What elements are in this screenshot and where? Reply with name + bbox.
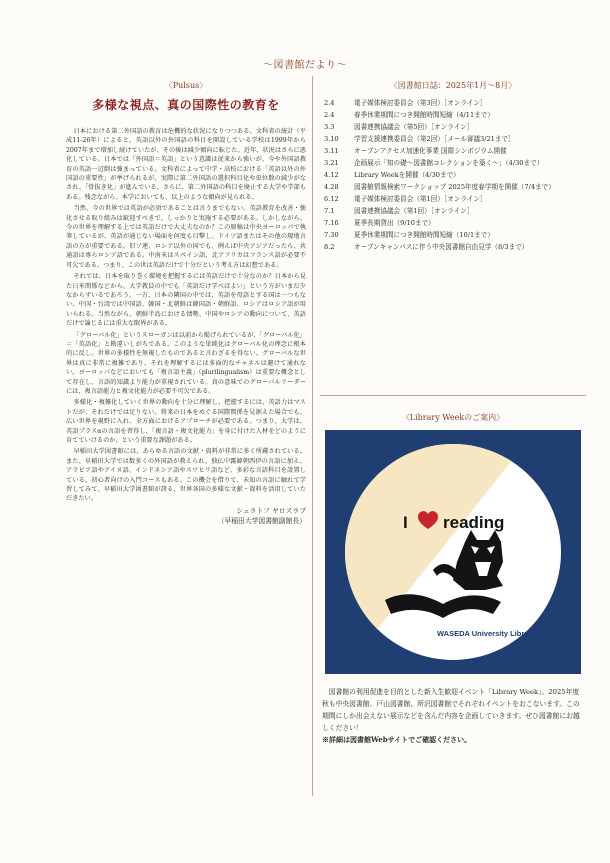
event-date: 6.12	[324, 195, 339, 203]
article-paragraph: 日本における第二外国語の教育は危機的な状況になりつつある。文科省の統計（平成11-26年）によると、英語以外の外国語の科目を開設している学校は1999年から2007年まで増加し続けていたが、その後は減少傾向に転じた。近年、状況はさらに悪化している。日本では「外国語＝英語」という意識は従来から強いが、今や外国語教育の英語一辺倒は強まっている。文科省によって中学・高校における「英語以外の外国語の重要性」が挙げられるが、実際に第二外国語の選択科目化や単位数の減少がなされ、「骨抜き化」が進んでいる。さらに、第二外国語の科目を廃止する大学や学部もある。残念ながら、本学においても、以上のような傾向が見られる。	[66, 128, 306, 201]
event-date: 7.1	[324, 207, 335, 215]
event-text: 図書館情報検索ワークショップ 2025年度春学期を開催（7/4まで）	[354, 183, 555, 191]
library-week-section	[322, 412, 584, 746]
article-paragraph: 多様化・複雑化していく世界の動向を十分に理解し、把握するには、英語力はマストだが、それだけでは足りない。将来の日本をめぐる国際関係を見据えた場合でも、広い世界を視野に入れ、全方面におけるアプローチが必要である。つまり、大学は、英語プラスαの言語を習得し、「複言語・複文化能力」を身に付けた人材をどのように育てていけるのか、という重要な課題がある。	[66, 399, 306, 444]
event-text: 電子媒体検討委員会（第3回）［オンライン］	[354, 99, 487, 107]
poster-org: WASEDA University Library	[437, 629, 536, 638]
event-item	[322, 194, 584, 205]
pulsus-section-label: 〈Pulsus〉	[164, 81, 208, 90]
event-text: 夏季長期貸出（9/10まで）	[354, 219, 435, 227]
event-date: 3.11	[324, 147, 339, 155]
event-date: 2.4	[324, 111, 335, 119]
event-item	[322, 122, 584, 133]
library-week-description: 図書館の利用促進を目的とした新入生歓迎イベント「Library Week」。2025年度秋も中央図書館、戸山図書館、所沢図書館でそれぞれイベントをおこないます。この期間にしか出会えない展示などを含んだ内容を企画していきます。ぜひ図書館にお越しください！	[322, 688, 580, 732]
event-item	[322, 230, 584, 241]
article-headline: 多様な視点、真の国際性の教育を	[92, 98, 280, 112]
event-text: 学習支援連携委員会（第2回）［メール審議3/21まで］	[354, 135, 515, 143]
poster-graphic	[325, 430, 581, 674]
article-paragraph: 当然、今の世界では英語が必須であることは言うまでもない。英語教育を改善・強化させる取り組みは歓迎すべきで、しっかりと実施する必要がある。しかしながら、今の世界を理解する上では英語だけで大丈夫なのか？この原稿は中央ヨーロッパで執筆しているが、英語が通じない場面を何度も目撃し、ドイツ語またはその他の現地言語の方が重要である。旧ソ連、ロシア以外の国でも、例えば中央アジアだったら、共通語は専らロシア語である。中南米はスペイン語、北アフリカはフランス語が必要不可欠である。つまり、この世は英語だけで十分だという考え方は幻想である。	[66, 205, 306, 269]
event-item	[322, 182, 584, 193]
library-week-poster	[325, 430, 581, 674]
event-text: Library Weekを開催（4/30まで）	[354, 171, 460, 179]
event-date: 7.30	[324, 231, 339, 239]
event-text: 図書連携協議会（第1回）［オンライン］	[354, 207, 474, 215]
event-item	[322, 158, 584, 169]
event-date: 3.10	[324, 135, 339, 143]
event-text: 企画展示「知の礎～図書館コレクションを築く～」（4/30まで）	[354, 159, 544, 167]
library-week-label: 〈Library Weekのご案内〉	[401, 413, 505, 422]
event-text: 夏季休業期間につき開館時間短縮（10/1まで）	[354, 231, 494, 239]
event-date: 7.16	[324, 219, 339, 227]
diary-section-label: 〈図書館日誌：2025年1月～8月〉	[389, 81, 517, 90]
column-divider	[312, 76, 313, 796]
event-date: 8.2	[324, 243, 335, 251]
library-diary-column	[322, 80, 584, 254]
event-item	[322, 146, 584, 157]
event-list	[322, 98, 584, 253]
event-item	[322, 242, 584, 253]
event-date: 4.28	[324, 183, 339, 191]
article-paragraph: 「グローバル化」というスローガンは以前から掲げられているが、「グローバル化」＝「英語化」と勘違いしがちである。このような単純化はグローバル化の理念に根本的に反し、世界の多様性を無視したものであると言わざるを得ない。グローバルな世界は真に非常に複雑であり、それを理解するには多面的なチャネルは避けて通れない。ヨーロッパなどにおいても「複言語主義」（plurilingualism）は重要な概念として存在し、言語的知識より能力が重視されている。真の意味でのグローバルリーダーには、複言語能力と複文化能力が必要不可欠である。	[66, 331, 306, 395]
event-text: 電子媒体検討委員会（第1回）［オンライン］	[354, 195, 487, 203]
article-paragraph: それでは、日本を取り巻く環境を把握するには英語だけで十分なのか？日本から見た日米関係などから、大学教員の中でも「英語だけ学べばよい」という方がいまだ少なからずいるであろう。一方、日本の隣国の中では、英語を母語とする国は一つもない。中国・台湾では中国語、韓国・北朝鮮は韓国語・朝鮮語、ロシアはロシア語が用いられる。当然ながら、朝鮮半島における情勢、中国やロシアの動向について、英語だけで論じるには重大な限界がある。	[66, 273, 306, 328]
event-text: オープンキャンパスに伴う中央図書館自由見学（8/3まで）	[354, 243, 529, 251]
event-date: 3.21	[324, 159, 339, 167]
event-item	[322, 218, 584, 229]
pulsus-column	[66, 80, 306, 526]
poster-text-i: I	[403, 513, 408, 532]
event-item	[322, 110, 584, 121]
event-item	[322, 134, 584, 145]
poster-text-reading: reading	[443, 513, 505, 532]
event-text: 図書連携協議会（第5回）［オンライン］	[354, 123, 474, 131]
library-week-note: ※詳細は図書館Webサイトでご確認ください。	[322, 735, 472, 744]
newsletter-masthead: ～図書館だより～	[263, 60, 347, 71]
event-date: 4.12	[324, 171, 339, 179]
event-item	[322, 98, 584, 109]
event-text: 春季休業期間につき開館時間短縮（4/11まで）	[354, 111, 494, 119]
article-paragraph: 早稲田大学図書館には、あらゆる言語の文献・資料が非常に多く所蔵されている。また、早稲田大学では数多くの外国語が教えられ、独仏中露韓朝西伊の言語に加え、アラビア語やアイヌ語、インドネシア語やスワヒリ語など、多彩な言語科目を設置している。初心者向けの入門コースもある。この機会を借りて、未知の言語に触れて学習してみて、早稲田大学図書館が誇る、世界各国の多様な文献・資料を活用していただきたい。	[66, 448, 306, 503]
event-item	[322, 170, 584, 181]
event-text: オープンアクセス加速化事業 国際シンポジウム開催	[354, 147, 507, 155]
author-title: （早稲田大学図書館副館長）	[217, 516, 306, 525]
event-date: 2.4	[324, 99, 335, 107]
event-date: 3.3	[324, 123, 335, 131]
author-name: シュラトフ ヤロスラブ	[236, 506, 306, 515]
event-item	[322, 206, 584, 217]
section-divider	[320, 395, 586, 396]
